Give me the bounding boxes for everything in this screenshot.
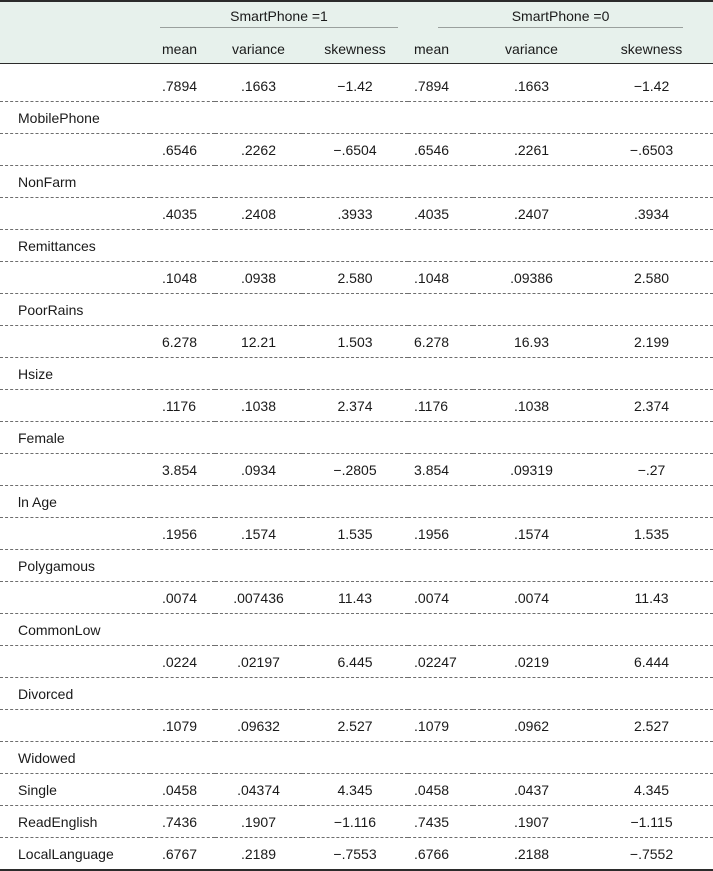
value-cell: 2.374 [634, 397, 670, 414]
value-cell: .6546 [162, 141, 198, 158]
value-cell: .007436 [233, 589, 284, 606]
value-cell: .0074 [414, 589, 450, 606]
value-cell [302, 230, 408, 262]
row-label: Widowed [18, 749, 76, 766]
value-cell [302, 166, 408, 198]
value-cell [215, 166, 302, 198]
value-cell [408, 486, 473, 518]
value-cell: .6546 [414, 141, 450, 158]
value-cell: 12.21 [240, 333, 277, 350]
value-cell [590, 742, 713, 774]
row-label: MobilePhone [18, 109, 100, 126]
value-cell: .1574 [513, 525, 550, 542]
value-cell [215, 230, 302, 262]
value-cell: .4035 [162, 205, 198, 222]
value-cell [590, 102, 713, 134]
row-label: ReadEnglish [18, 813, 98, 830]
value-cell: −.27 [637, 461, 666, 478]
value-cell: 6.444 [634, 653, 670, 670]
value-cell: 1.535 [337, 525, 373, 542]
value-cell [473, 678, 590, 710]
table-row [0, 326, 713, 358]
value-cell: 4.345 [337, 781, 373, 798]
table-row [0, 774, 713, 806]
stub-header [0, 1, 150, 34]
value-cell: 1.535 [634, 525, 670, 542]
table-row [0, 70, 713, 102]
value-cell: .09386 [510, 269, 553, 286]
table-row [0, 518, 713, 550]
value-cell: .2262 [240, 141, 277, 158]
value-cell [215, 614, 302, 646]
table-row [0, 230, 713, 262]
row-label [0, 262, 150, 294]
row-label [0, 646, 150, 678]
value-cell: −1.42 [633, 77, 670, 94]
value-cell: .6767 [162, 845, 198, 862]
value-cell: .09319 [510, 461, 553, 478]
value-cell [590, 422, 713, 454]
value-cell [408, 102, 473, 134]
value-cell: .2408 [240, 205, 277, 222]
value-cell [590, 166, 713, 198]
value-cell: .1907 [513, 813, 550, 830]
column-header-variance: variance [505, 40, 558, 57]
value-cell: 3.854 [414, 461, 450, 478]
value-cell: 1.503 [337, 333, 373, 350]
value-cell: .02197 [237, 653, 280, 670]
table-row [0, 806, 713, 838]
row-label: PoorRains [18, 301, 84, 318]
table-row [0, 422, 713, 454]
row-label: NonFarm [18, 173, 77, 190]
group-header-smartphone-0 [408, 1, 713, 34]
value-cell [408, 422, 473, 454]
value-cell: .4035 [414, 205, 450, 222]
value-cell: .0458 [414, 781, 450, 798]
value-cell [473, 550, 590, 582]
value-cell: .0074 [513, 589, 550, 606]
row-label: Hsize [18, 365, 54, 382]
value-cell: 6.278 [414, 333, 450, 350]
value-cell: .1048 [414, 269, 450, 286]
value-cell: −.2805 [333, 461, 377, 478]
value-cell [302, 102, 408, 134]
value-cell: .1663 [240, 77, 277, 94]
row-label: LocalLanguage [18, 845, 114, 862]
value-cell: .1907 [240, 813, 277, 830]
value-cell: .1038 [513, 397, 550, 414]
value-cell [302, 678, 408, 710]
value-cell [150, 102, 215, 134]
row-label [0, 390, 150, 422]
value-cell [473, 614, 590, 646]
value-cell: 11.43 [634, 589, 669, 606]
value-cell [150, 550, 215, 582]
value-cell [590, 614, 713, 646]
value-cell [302, 358, 408, 390]
value-cell [215, 486, 302, 518]
table-row [0, 358, 713, 390]
value-cell: .0219 [513, 653, 550, 670]
value-cell: 2.580 [634, 269, 670, 286]
table-row [0, 614, 713, 646]
row-label [0, 582, 150, 614]
value-cell: .7894 [162, 77, 198, 94]
value-cell: −.6503 [629, 141, 674, 158]
value-cell: .1176 [162, 397, 196, 414]
value-cell [473, 486, 590, 518]
value-cell: −1.116 [333, 813, 377, 830]
value-cell [408, 678, 473, 710]
group-header-label: SmartPhone =1 [160, 8, 398, 28]
value-cell: .0458 [162, 781, 198, 798]
stub-subheader [0, 34, 150, 64]
value-cell: .7894 [414, 77, 450, 94]
value-cell [408, 166, 473, 198]
table-row [0, 166, 713, 198]
table-row [0, 134, 713, 166]
value-cell [302, 742, 408, 774]
value-cell [302, 614, 408, 646]
value-cell: .0437 [513, 781, 550, 798]
value-cell: .2407 [513, 205, 550, 222]
value-cell: .2188 [513, 845, 550, 862]
value-cell: .0074 [162, 589, 198, 606]
value-cell [408, 358, 473, 390]
value-cell [150, 358, 215, 390]
value-cell [215, 294, 302, 326]
value-cell [408, 614, 473, 646]
value-cell: .1079 [414, 717, 450, 734]
row-label: Remittances [18, 237, 96, 254]
value-cell [590, 678, 713, 710]
table-row [0, 262, 713, 294]
row-label [0, 134, 150, 166]
value-cell [302, 550, 408, 582]
table-row [0, 550, 713, 582]
value-cell: 2.374 [337, 397, 373, 414]
value-cell [408, 294, 473, 326]
value-cell: .1176 [414, 397, 449, 414]
table-row [0, 710, 713, 742]
value-cell [215, 550, 302, 582]
value-cell [150, 294, 215, 326]
row-label: Female [18, 429, 65, 446]
value-cell: .3934 [634, 205, 670, 222]
value-cell: 6.445 [337, 653, 373, 670]
value-cell [473, 358, 590, 390]
column-header-skewness: skewness [324, 40, 386, 57]
value-cell: −.6504 [333, 141, 377, 158]
value-cell [215, 358, 302, 390]
value-cell [150, 166, 215, 198]
value-cell: 2.527 [337, 717, 373, 734]
row-label [0, 70, 150, 102]
row-label [0, 198, 150, 230]
value-cell [150, 678, 215, 710]
value-cell: .1079 [162, 717, 198, 734]
group-header-row [0, 1, 713, 34]
table-row [0, 390, 713, 422]
group-header-smartphone-1 [150, 1, 408, 34]
value-cell: .2189 [240, 845, 277, 862]
value-cell: .04374 [237, 781, 280, 798]
group-header-label: SmartPhone =0 [438, 8, 683, 28]
value-cell: .3933 [337, 205, 373, 222]
table-row [0, 454, 713, 486]
value-cell: .1956 [162, 525, 198, 542]
value-cell [590, 550, 713, 582]
value-cell: 3.854 [162, 461, 198, 478]
value-cell: −.7552 [629, 845, 674, 862]
value-cell: .7435 [414, 813, 450, 830]
column-header-skewness: skewness [620, 40, 683, 57]
column-header-variance: variance [232, 40, 285, 57]
value-cell: .0934 [240, 461, 277, 478]
value-cell [590, 230, 713, 262]
value-cell: 4.345 [634, 781, 670, 798]
row-label: Single [18, 781, 57, 798]
value-cell: 2.580 [337, 269, 373, 286]
row-label: CommonLow [18, 621, 101, 638]
value-cell: .7436 [162, 813, 198, 830]
table-body [0, 70, 713, 870]
value-cell: −.7553 [333, 845, 377, 862]
value-cell: 11.43 [338, 589, 372, 606]
value-cell: .1048 [162, 269, 198, 286]
table-row [0, 582, 713, 614]
row-label [0, 326, 150, 358]
value-cell: 16.93 [513, 333, 550, 350]
value-cell: −1.42 [337, 77, 373, 94]
value-cell [473, 422, 590, 454]
value-cell [150, 614, 215, 646]
value-cell [150, 422, 215, 454]
value-cell: .09632 [237, 717, 280, 734]
value-cell: .1956 [414, 525, 450, 542]
row-label [0, 454, 150, 486]
value-cell: .0938 [240, 269, 277, 286]
table-row [0, 198, 713, 230]
value-cell [473, 230, 590, 262]
value-cell: 6.278 [162, 333, 198, 350]
value-cell [473, 166, 590, 198]
value-cell [302, 294, 408, 326]
column-header-mean: mean [162, 40, 198, 57]
table-row [0, 102, 713, 134]
row-label: ln Age [18, 493, 57, 510]
value-cell: .0224 [162, 653, 198, 670]
table-row [0, 294, 713, 326]
value-cell [215, 742, 302, 774]
value-cell [302, 486, 408, 518]
table-row [0, 678, 713, 710]
value-cell [150, 742, 215, 774]
value-cell [150, 486, 215, 518]
row-label: Divorced [18, 685, 74, 702]
value-cell [590, 486, 713, 518]
table-row [0, 486, 713, 518]
subheader-row [0, 34, 713, 64]
value-cell: 2.199 [634, 333, 670, 350]
row-label: Polygamous [18, 557, 96, 574]
value-cell [150, 230, 215, 262]
table-row [0, 838, 713, 871]
value-cell [408, 230, 473, 262]
value-cell: .1663 [513, 77, 550, 94]
value-cell [590, 358, 713, 390]
value-cell [302, 422, 408, 454]
table-row [0, 646, 713, 678]
table-row [0, 742, 713, 774]
value-cell: .6766 [414, 845, 450, 862]
row-label [0, 710, 150, 742]
value-cell [215, 678, 302, 710]
value-cell [473, 294, 590, 326]
value-cell: .02247 [414, 653, 457, 670]
value-cell: .0962 [513, 717, 550, 734]
value-cell [590, 294, 713, 326]
value-cell: 2.527 [634, 717, 670, 734]
column-header-mean: mean [414, 40, 450, 57]
value-cell: .1574 [240, 525, 277, 542]
value-cell [408, 550, 473, 582]
value-cell: .1038 [240, 397, 277, 414]
row-label [0, 518, 150, 550]
value-cell: −1.115 [630, 813, 673, 830]
table-header [0, 1, 713, 70]
value-cell [215, 102, 302, 134]
value-cell [408, 742, 473, 774]
value-cell [473, 102, 590, 134]
value-cell [215, 422, 302, 454]
value-cell [473, 742, 590, 774]
value-cell: .2261 [513, 141, 550, 158]
